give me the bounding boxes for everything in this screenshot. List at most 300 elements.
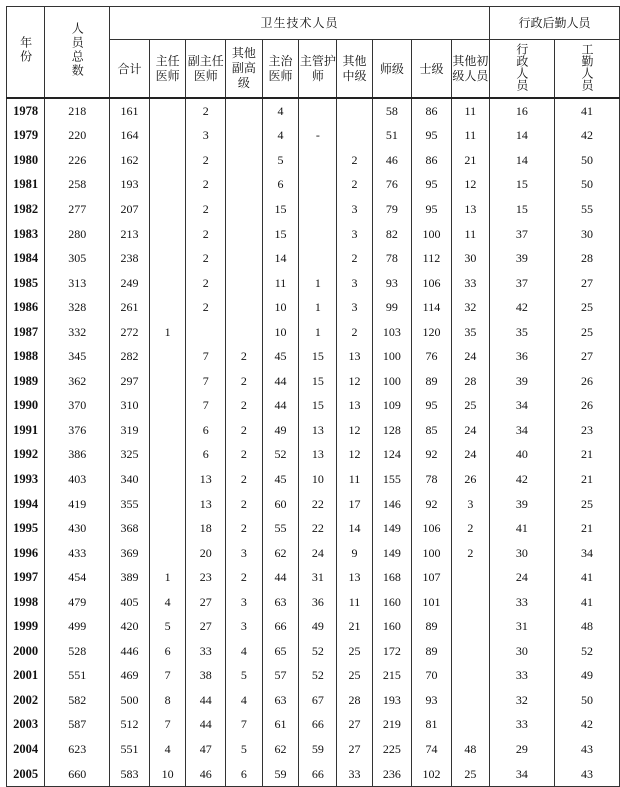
- table-cell: [226, 320, 263, 345]
- table-cell: 2: [337, 173, 372, 198]
- table-cell: 46: [186, 762, 226, 787]
- table-cell: 28: [554, 246, 619, 271]
- header-year: [7, 7, 45, 99]
- table-cell: 1: [149, 320, 186, 345]
- table-cell: [337, 124, 372, 149]
- table-cell: 623: [45, 737, 110, 762]
- table-cell: 11: [451, 98, 489, 124]
- table-row: [7, 197, 620, 222]
- table-cell: 34: [554, 541, 619, 566]
- table-cell: 2: [186, 173, 226, 198]
- table-row: [7, 639, 620, 664]
- table-cell: 14: [337, 516, 372, 541]
- table-cell: [149, 148, 186, 173]
- table-cell: 82: [372, 222, 412, 247]
- table-cell: 164: [110, 124, 150, 149]
- table-cell: [451, 590, 489, 615]
- table-cell: 2: [186, 246, 226, 271]
- table-cell: [226, 222, 263, 247]
- table-cell: 454: [45, 565, 110, 590]
- year-cell: 2002: [7, 688, 45, 713]
- table-cell: 101: [412, 590, 452, 615]
- table-row: [7, 688, 620, 713]
- table-cell: 62: [262, 737, 299, 762]
- table-cell: 50: [554, 148, 619, 173]
- staff-statistics-table: [6, 6, 620, 787]
- table-cell: [226, 173, 263, 198]
- table-cell: 297: [110, 369, 150, 394]
- table-header: [7, 7, 620, 99]
- table-cell: 23: [554, 418, 619, 443]
- table-cell: 35: [489, 320, 554, 345]
- table-cell: 52: [299, 639, 337, 664]
- table-cell: 66: [262, 614, 299, 639]
- table-cell: 218: [45, 98, 110, 124]
- table-cell: 13: [337, 565, 372, 590]
- table-cell: 479: [45, 590, 110, 615]
- table-cell: 128: [372, 418, 412, 443]
- table-cell: [451, 565, 489, 590]
- table-row: [7, 271, 620, 296]
- table-cell: 44: [262, 394, 299, 419]
- table-cell: 310: [110, 394, 150, 419]
- table-row: [7, 98, 620, 124]
- table-cell: 44: [186, 688, 226, 713]
- table-row: [7, 713, 620, 738]
- table-cell: 305: [45, 246, 110, 271]
- table-cell: [299, 173, 337, 198]
- table-cell: 31: [299, 565, 337, 590]
- table-row: [7, 222, 620, 247]
- table-cell: 368: [110, 516, 150, 541]
- table-cell: [149, 197, 186, 222]
- table-cell: 55: [262, 516, 299, 541]
- header-col-head-nurse: 主管护师: [299, 40, 337, 98]
- year-cell: 1994: [7, 492, 45, 517]
- table-row: [7, 320, 620, 345]
- table-cell: 43: [554, 762, 619, 787]
- table-cell: 172: [372, 639, 412, 664]
- table-cell: 5: [262, 148, 299, 173]
- table-cell: 107: [412, 565, 452, 590]
- table-row: [7, 614, 620, 639]
- table-cell: 33: [337, 762, 372, 787]
- table-cell: 86: [412, 148, 452, 173]
- table-cell: [149, 516, 186, 541]
- table-cell: 76: [372, 173, 412, 198]
- table-cell: 587: [45, 713, 110, 738]
- year-cell: 1997: [7, 565, 45, 590]
- table-cell: 46: [372, 148, 412, 173]
- table-cell: 60: [262, 492, 299, 517]
- table-cell: 2: [186, 98, 226, 124]
- table-cell: 28: [337, 688, 372, 713]
- table-cell: 39: [489, 492, 554, 517]
- table-cell: 2: [186, 271, 226, 296]
- table-cell: 160: [372, 590, 412, 615]
- table-cell: 2: [226, 369, 263, 394]
- year-cell: 1986: [7, 295, 45, 320]
- table-row: [7, 541, 620, 566]
- table-cell: 25: [337, 639, 372, 664]
- table-cell: 2: [186, 295, 226, 320]
- table-cell: 277: [45, 197, 110, 222]
- table-cell: 325: [110, 443, 150, 468]
- table-cell: 370: [45, 394, 110, 419]
- table-cell: 40: [489, 443, 554, 468]
- table-cell: 12: [337, 369, 372, 394]
- table-cell: 44: [186, 713, 226, 738]
- table-cell: 38: [186, 664, 226, 689]
- table-cell: 21: [554, 443, 619, 468]
- table-cell: 62: [262, 541, 299, 566]
- table-cell: 405: [110, 590, 150, 615]
- table-cell: 50: [554, 173, 619, 198]
- table-cell: 28: [451, 369, 489, 394]
- table-cell: 2: [226, 418, 263, 443]
- table-cell: 355: [110, 492, 150, 517]
- table-cell: 319: [110, 418, 150, 443]
- table-cell: 168: [372, 565, 412, 590]
- table-cell: 5: [226, 664, 263, 689]
- table-cell: [149, 222, 186, 247]
- table-cell: [149, 443, 186, 468]
- table-cell: 18: [186, 516, 226, 541]
- header-col-other-junior: 其他初级人员: [451, 40, 489, 98]
- table-cell: 280: [45, 222, 110, 247]
- header-col-attending: 主治医师: [262, 40, 299, 98]
- table-cell: 93: [412, 688, 452, 713]
- table-cell: 66: [299, 762, 337, 787]
- table-cell: 50: [554, 688, 619, 713]
- table-cell: 512: [110, 713, 150, 738]
- table-cell: 215: [372, 664, 412, 689]
- table-cell: 78: [412, 467, 452, 492]
- table-cell: 76: [412, 344, 452, 369]
- table-cell: 27: [554, 344, 619, 369]
- table-cell: [186, 320, 226, 345]
- table-cell: 33: [489, 664, 554, 689]
- table-cell: 21: [554, 467, 619, 492]
- table-cell: 24: [451, 443, 489, 468]
- table-cell: 24: [299, 541, 337, 566]
- year-cell: 1979: [7, 124, 45, 149]
- table-cell: 59: [299, 737, 337, 762]
- table-cell: 11: [451, 124, 489, 149]
- table-cell: 36: [489, 344, 554, 369]
- table-cell: 236: [372, 762, 412, 787]
- table-cell: 27: [337, 713, 372, 738]
- table-cell: [299, 148, 337, 173]
- table-row: [7, 173, 620, 198]
- table-row: [7, 492, 620, 517]
- table-cell: 551: [110, 737, 150, 762]
- header-col-chief: 主任医师: [149, 40, 186, 98]
- table-cell: 2: [226, 492, 263, 517]
- table-cell: [149, 418, 186, 443]
- table-cell: 6: [226, 762, 263, 787]
- table-cell: 42: [554, 713, 619, 738]
- table-cell: 7: [186, 369, 226, 394]
- table-cell: 193: [372, 688, 412, 713]
- table-cell: 34: [489, 762, 554, 787]
- header-total: [45, 7, 110, 99]
- table-cell: 30: [489, 541, 554, 566]
- table-cell: 376: [45, 418, 110, 443]
- table-cell: 6: [149, 639, 186, 664]
- table-cell: 51: [372, 124, 412, 149]
- table-cell: 26: [554, 394, 619, 419]
- year-cell: 1990: [7, 394, 45, 419]
- table-cell: 95: [412, 173, 452, 198]
- table-cell: 112: [412, 246, 452, 271]
- table-cell: 226: [45, 148, 110, 173]
- table-cell: 582: [45, 688, 110, 713]
- year-cell: 1995: [7, 516, 45, 541]
- table-cell: 22: [299, 492, 337, 517]
- table-cell: 386: [45, 443, 110, 468]
- table-cell: 403: [45, 467, 110, 492]
- table-cell: [337, 98, 372, 124]
- table-cell: 39: [489, 246, 554, 271]
- table-cell: 583: [110, 762, 150, 787]
- year-cell: 1992: [7, 443, 45, 468]
- table-row: [7, 124, 620, 149]
- table-cell: [226, 98, 263, 124]
- table-cell: 81: [412, 713, 452, 738]
- table-cell: 99: [372, 295, 412, 320]
- table-row: [7, 762, 620, 787]
- table-cell: 499: [45, 614, 110, 639]
- table-cell: 313: [45, 271, 110, 296]
- year-cell: 1984: [7, 246, 45, 271]
- table-row: [7, 516, 620, 541]
- table-cell: 34: [489, 418, 554, 443]
- table-cell: 109: [372, 394, 412, 419]
- table-cell: 24: [451, 418, 489, 443]
- table-cell: 100: [372, 344, 412, 369]
- table-cell: 225: [372, 737, 412, 762]
- table-cell: 79: [372, 197, 412, 222]
- table-cell: [149, 541, 186, 566]
- table-cell: 3: [337, 197, 372, 222]
- table-cell: 146: [372, 492, 412, 517]
- table-cell: 25: [451, 394, 489, 419]
- table-cell: 106: [412, 271, 452, 296]
- year-cell: 1987: [7, 320, 45, 345]
- table-cell: 13: [299, 443, 337, 468]
- table-cell: 7: [149, 664, 186, 689]
- table-cell: 114: [412, 295, 452, 320]
- table-cell: 389: [110, 565, 150, 590]
- year-cell: 1988: [7, 344, 45, 369]
- table-cell: 2: [186, 197, 226, 222]
- table-cell: 5: [226, 737, 263, 762]
- year-cell: 1996: [7, 541, 45, 566]
- table-cell: 3: [226, 614, 263, 639]
- header-col-worker-label: 工勤人员: [579, 42, 594, 91]
- staff-table-container: [6, 6, 620, 787]
- table-cell: 52: [299, 664, 337, 689]
- table-cell: 59: [262, 762, 299, 787]
- table-cell: 10: [262, 320, 299, 345]
- table-cell: 5: [149, 614, 186, 639]
- table-cell: 2: [226, 443, 263, 468]
- table-cell: 13: [451, 197, 489, 222]
- table-cell: 15: [299, 369, 337, 394]
- table-cell: 100: [372, 369, 412, 394]
- table-cell: [299, 98, 337, 124]
- table-cell: 15: [262, 197, 299, 222]
- table-cell: 37: [489, 271, 554, 296]
- year-cell: 1982: [7, 197, 45, 222]
- table-cell: 446: [110, 639, 150, 664]
- table-cell: 11: [451, 222, 489, 247]
- table-cell: 25: [451, 762, 489, 787]
- table-cell: 13: [337, 394, 372, 419]
- header-col-shi: 师级: [372, 40, 412, 98]
- table-cell: -: [299, 124, 337, 149]
- table-cell: 92: [412, 492, 452, 517]
- table-cell: 32: [451, 295, 489, 320]
- table-cell: 33: [489, 713, 554, 738]
- table-row: [7, 148, 620, 173]
- table-cell: 219: [372, 713, 412, 738]
- table-cell: 25: [554, 492, 619, 517]
- table-cell: 238: [110, 246, 150, 271]
- year-cell: 1978: [7, 98, 45, 124]
- table-cell: 44: [262, 369, 299, 394]
- table-cell: 14: [489, 148, 554, 173]
- table-cell: 27: [186, 614, 226, 639]
- table-cell: 160: [372, 614, 412, 639]
- table-cell: 2: [186, 222, 226, 247]
- table-cell: 13: [337, 344, 372, 369]
- table-cell: 149: [372, 541, 412, 566]
- table-cell: 249: [110, 271, 150, 296]
- table-cell: 10: [149, 762, 186, 787]
- year-cell: 2003: [7, 713, 45, 738]
- table-cell: 4: [226, 639, 263, 664]
- table-cell: [451, 688, 489, 713]
- table-cell: 9: [337, 541, 372, 566]
- table-cell: 31: [489, 614, 554, 639]
- table-cell: 92: [412, 443, 452, 468]
- table-cell: 95: [412, 124, 452, 149]
- table-cell: 26: [554, 369, 619, 394]
- table-cell: 33: [186, 639, 226, 664]
- year-cell: 1989: [7, 369, 45, 394]
- table-cell: 3: [337, 271, 372, 296]
- table-cell: 328: [45, 295, 110, 320]
- table-cell: 3: [226, 541, 263, 566]
- table-cell: 20: [186, 541, 226, 566]
- table-cell: 2: [451, 541, 489, 566]
- table-cell: 33: [451, 271, 489, 296]
- table-cell: [451, 639, 489, 664]
- year-cell: 2005: [7, 762, 45, 787]
- header-col-total: 合计: [110, 40, 150, 98]
- table-cell: 2: [337, 148, 372, 173]
- table-cell: [149, 369, 186, 394]
- table-cell: 528: [45, 639, 110, 664]
- table-row: [7, 664, 620, 689]
- table-cell: 2: [226, 467, 263, 492]
- table-cell: 161: [110, 98, 150, 124]
- table-row: [7, 443, 620, 468]
- table-cell: 26: [451, 467, 489, 492]
- table-cell: 4: [262, 98, 299, 124]
- table-cell: 420: [110, 614, 150, 639]
- table-cell: 155: [372, 467, 412, 492]
- table-cell: 21: [337, 614, 372, 639]
- table-cell: 34: [489, 394, 554, 419]
- table-cell: 149: [372, 516, 412, 541]
- table-cell: 1: [299, 271, 337, 296]
- table-cell: 55: [554, 197, 619, 222]
- table-cell: 100: [412, 541, 452, 566]
- table-cell: 7: [186, 344, 226, 369]
- table-row: [7, 467, 620, 492]
- table-cell: 100: [412, 222, 452, 247]
- table-cell: 6: [262, 173, 299, 198]
- table-cell: 340: [110, 467, 150, 492]
- table-cell: 48: [554, 614, 619, 639]
- table-cell: [226, 295, 263, 320]
- table-cell: 419: [45, 492, 110, 517]
- year-cell: 1991: [7, 418, 45, 443]
- table-cell: 2: [226, 394, 263, 419]
- table-cell: 58: [372, 98, 412, 124]
- table-row: [7, 418, 620, 443]
- table-cell: 551: [45, 664, 110, 689]
- table-cell: [226, 271, 263, 296]
- table-cell: [149, 271, 186, 296]
- header-tech-group: 卫生技术人员: [110, 7, 490, 40]
- table-cell: 4: [149, 737, 186, 762]
- table-row: [7, 369, 620, 394]
- year-cell: 1993: [7, 467, 45, 492]
- table-cell: 332: [45, 320, 110, 345]
- table-body: [7, 98, 620, 787]
- header-col-other-mid: 其他中级: [337, 40, 372, 98]
- table-cell: 89: [412, 614, 452, 639]
- table-cell: 103: [372, 320, 412, 345]
- year-cell: 2000: [7, 639, 45, 664]
- table-cell: 25: [337, 664, 372, 689]
- table-cell: 24: [489, 565, 554, 590]
- table-cell: [149, 492, 186, 517]
- table-cell: 41: [554, 565, 619, 590]
- table-cell: 369: [110, 541, 150, 566]
- table-cell: 3: [226, 590, 263, 615]
- table-cell: 13: [299, 418, 337, 443]
- table-cell: 13: [186, 492, 226, 517]
- table-row: [7, 394, 620, 419]
- table-cell: 24: [451, 344, 489, 369]
- table-cell: 1: [299, 320, 337, 345]
- header-col-worker: [554, 40, 619, 98]
- table-cell: 2: [226, 565, 263, 590]
- header-col-shi-junior: 士级: [412, 40, 452, 98]
- table-cell: 4: [226, 688, 263, 713]
- table-cell: 27: [186, 590, 226, 615]
- table-cell: 27: [554, 271, 619, 296]
- table-cell: 57: [262, 664, 299, 689]
- table-cell: [226, 148, 263, 173]
- year-cell: 1980: [7, 148, 45, 173]
- table-cell: 213: [110, 222, 150, 247]
